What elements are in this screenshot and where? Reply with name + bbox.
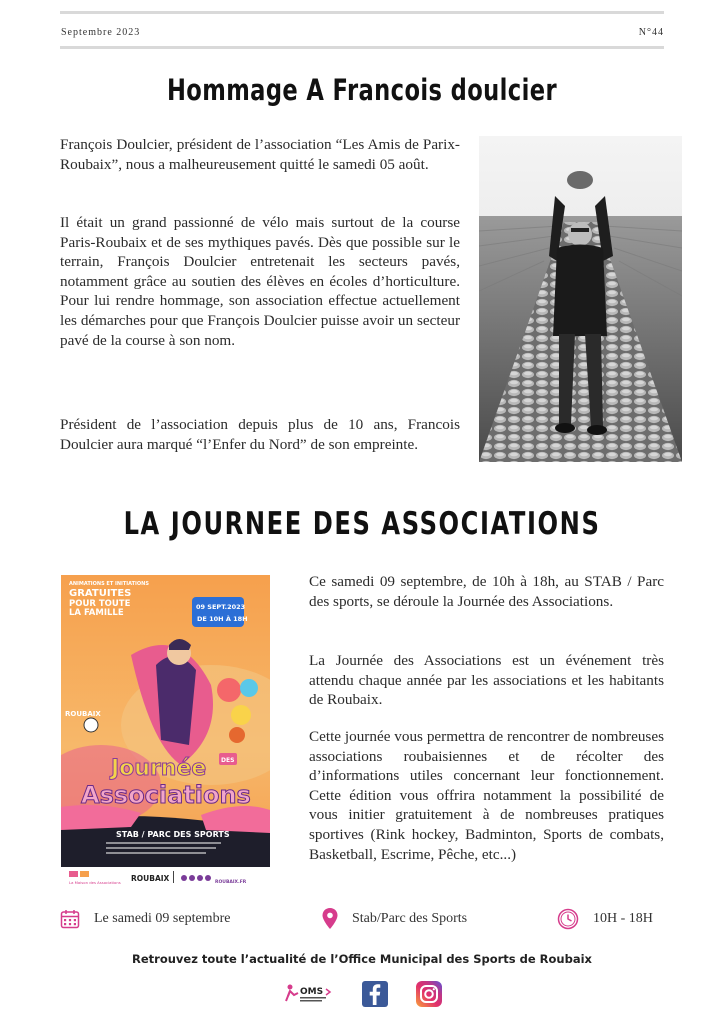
issue-date: Septembre 2023 [61,27,141,38]
article2-paragraph: La Journée des Associations est un événement très attendu chaque année par les associations et les habitants de Roubaix. [309,652,664,709]
footer-text: Retrouvez toute l’actualité de l’Office Municipal des Sports de Roubaix [132,952,592,966]
poster-tag-line: POUR TOUTE [69,599,131,609]
poster-website: ROUBAIX.FR [215,880,247,885]
poster-tag-line: ANIMATIONS ET INITIATIONS [69,581,149,587]
oms-logo-label: OMS [300,987,324,997]
poster-city: ROUBAIX [65,710,101,718]
tribute-photo [479,136,682,462]
event-place-info [322,907,467,931]
event-date-info [60,907,230,931]
poster-maison: La Maison des Associations [69,880,121,885]
article2-title: LA JOURNEE DES ASSOCIATIONS [123,506,601,542]
poster-venue: STAB / PARC DES SPORTS [116,830,230,839]
map-pin-icon [322,908,338,930]
issue-number: N°44 [638,27,664,38]
header-rule [60,46,664,49]
oms-logo[interactable] [282,981,332,1007]
poster-title-line: Journée [111,756,207,781]
article1-paragraph: Il était un grand passionné de vélo mais surtout de la course Paris-Roubaix et de ses mythiques pavés. Dès que possible sur le terrain, François Doulcier entretenait les secteurs pavés, notamment grâce au soutien des élèves en écoles d’horticulture. Pour lui rendre hommage, son association effectue actuellement les démarches pour que François Doulcier puisse avoir un secteur pavé de la course à son nom. [60,214,460,349]
event-date-text: Le samedi 09 septembre [94,911,231,926]
instagram-icon[interactable] [416,981,442,1007]
poster-title-des: DES [221,757,235,764]
poster-tag-line: LA FAMILLE [69,608,124,618]
article2-paragraph: Cette journée vous permettra de rencontrer de nombreuses associations roubaisiennes et de récolter des d’informations utiles concernant leur fonctionnement. Cette édition vous offrira notamment la possibilité de vous initier gratuitement à de nombreuses pratiques sportives (Rink hockey, Badminton, Sports de combats, Basketball, Escrime, Pêche, etc...) [309,728,664,863]
event-place-text: Stab/Parc des Sports [352,911,468,926]
calendar-icon [60,909,80,929]
article1-paragraph: François Doulcier, président de l’association “Les Amis de Parix-Roubaix”, nous a malheureusement quitté le samedi 05 août. [60,136,460,173]
social-links [0,981,724,1007]
article1-title: Hommage A Francois doulcier [166,73,557,107]
article2-paragraph: Ce samedi 09 septembre, de 10h à 18h, au STAB / Parc des sports, se déroule la Journée des Associations. [309,573,664,610]
article1-paragraph: Président de l’association depuis plus de 10 ans, Francois Doulcier aura marqué “l’Enfer du Nord” de son empreinte. [60,416,460,453]
clock-icon [557,908,579,930]
poster-title-line: Associations [81,781,251,809]
event-poster [61,575,270,887]
event-time-text: 10H - 18H [593,911,653,926]
poster-tag-line: GRATUITES [69,588,132,599]
event-time-info [557,907,653,931]
poster-date: 09 SEPT.2023 [196,603,246,611]
poster-hours: DE 10H À 18H [197,615,248,623]
facebook-icon[interactable] [362,981,388,1007]
poster-brand: ROUBAIX [131,874,170,883]
top-rule [60,11,664,14]
